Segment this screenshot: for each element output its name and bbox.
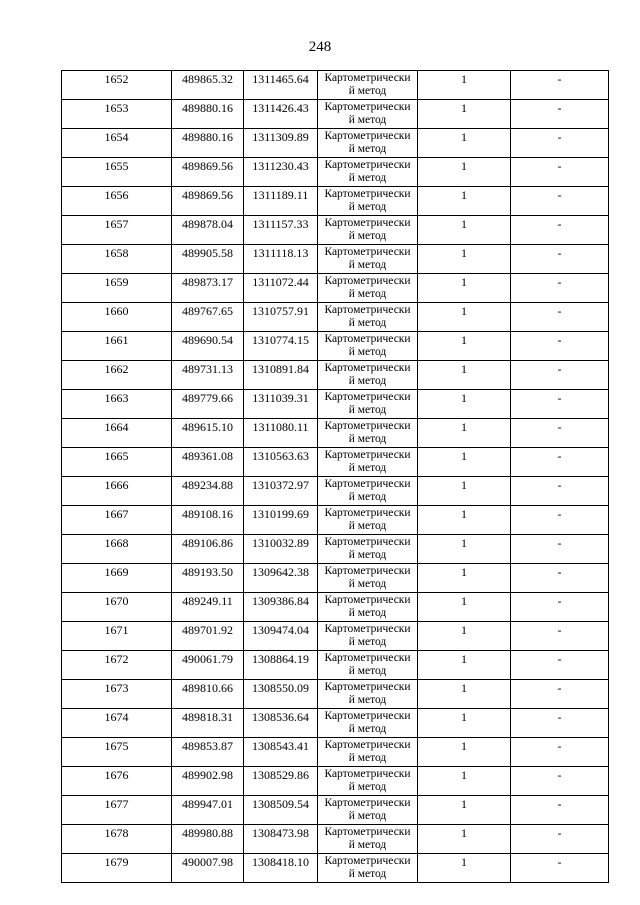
precision-cell: 1 — [418, 651, 511, 680]
y-coordinate-cell: 1311230.43 — [244, 158, 318, 187]
point-number-cell: 1657 — [62, 216, 172, 245]
x-coordinate-cell: 489249.11 — [172, 593, 244, 622]
method-line-1: Картометрически — [324, 739, 411, 751]
method-cell — [318, 680, 418, 709]
table-row — [62, 100, 609, 129]
method-cell — [318, 767, 418, 796]
y-coordinate-cell: 1309474.04 — [244, 622, 318, 651]
description-cell: - — [511, 361, 609, 390]
y-coordinate-cell: 1311039.31 — [244, 390, 318, 419]
method-line-2: й метод — [348, 375, 387, 387]
method-cell — [318, 361, 418, 390]
x-coordinate-cell: 489361.08 — [172, 448, 244, 477]
method-line-1: Картометрически — [324, 333, 411, 345]
description-cell: - — [511, 796, 609, 825]
method-line-1: Картометрически — [324, 72, 411, 84]
x-coordinate-cell: 489108.16 — [172, 506, 244, 535]
point-number-cell: 1668 — [62, 535, 172, 564]
method-line-1: Картометрически — [324, 536, 411, 548]
x-coordinate-cell: 489193.50 — [172, 564, 244, 593]
description-cell: - — [511, 854, 609, 883]
precision-cell: 1 — [418, 216, 511, 245]
method-cell — [318, 129, 418, 158]
table-row — [62, 274, 609, 303]
method-cell — [318, 216, 418, 245]
method-line-1: Картометрически — [324, 594, 411, 606]
method-cell — [318, 100, 418, 129]
method-cell — [318, 854, 418, 883]
method-line-1: Картометрически — [324, 246, 411, 258]
precision-cell: 1 — [418, 767, 511, 796]
method-cell — [318, 564, 418, 593]
table-row — [62, 738, 609, 767]
method-line-1: Картометрически — [324, 130, 411, 142]
method-line-1: Картометрически — [324, 275, 411, 287]
method-line-2: й метод — [348, 868, 387, 880]
precision-cell: 1 — [418, 796, 511, 825]
method-cell — [318, 622, 418, 651]
method-line-1: Картометрически — [324, 652, 411, 664]
method-cell — [318, 593, 418, 622]
precision-cell: 1 — [418, 622, 511, 651]
description-cell: - — [511, 100, 609, 129]
x-coordinate-cell: 489880.16 — [172, 100, 244, 129]
page-number: 248 — [308, 39, 332, 55]
x-coordinate-cell: 489615.10 — [172, 419, 244, 448]
description-cell: - — [511, 274, 609, 303]
precision-cell: 1 — [418, 361, 511, 390]
description-cell: - — [511, 738, 609, 767]
point-number-cell: 1658 — [62, 245, 172, 274]
precision-cell: 1 — [418, 564, 511, 593]
table-row — [62, 303, 609, 332]
method-line-1: Картометрически — [324, 217, 411, 229]
method-line-2: й метод — [348, 578, 387, 590]
precision-cell: 1 — [418, 680, 511, 709]
y-coordinate-cell: 1310372.97 — [244, 477, 318, 506]
point-number-cell: 1678 — [62, 825, 172, 854]
description-cell: - — [511, 419, 609, 448]
description-cell: - — [511, 477, 609, 506]
table-row — [62, 187, 609, 216]
method-line-2: й метод — [348, 781, 387, 793]
method-line-2: й метод — [348, 259, 387, 271]
table-row — [62, 651, 609, 680]
y-coordinate-cell: 1308509.54 — [244, 796, 318, 825]
precision-cell: 1 — [418, 854, 511, 883]
precision-cell: 1 — [418, 100, 511, 129]
x-coordinate-cell: 489902.98 — [172, 767, 244, 796]
method-line-2: й метод — [348, 491, 387, 503]
method-cell — [318, 419, 418, 448]
method-cell — [318, 245, 418, 274]
precision-cell: 1 — [418, 709, 511, 738]
precision-cell: 1 — [418, 506, 511, 535]
precision-cell: 1 — [418, 332, 511, 361]
table-row — [62, 245, 609, 274]
precision-cell: 1 — [418, 738, 511, 767]
table-row — [62, 680, 609, 709]
x-coordinate-cell: 489779.66 — [172, 390, 244, 419]
y-coordinate-cell: 1311189.11 — [244, 187, 318, 216]
point-number-cell: 1662 — [62, 361, 172, 390]
description-cell: - — [511, 303, 609, 332]
point-number-cell: 1679 — [62, 854, 172, 883]
x-coordinate-cell: 489947.01 — [172, 796, 244, 825]
table-row — [62, 419, 609, 448]
point-number-cell: 1660 — [62, 303, 172, 332]
table-row — [62, 796, 609, 825]
description-cell: - — [511, 216, 609, 245]
description-cell: - — [511, 651, 609, 680]
point-number-cell: 1676 — [62, 767, 172, 796]
description-cell: - — [511, 593, 609, 622]
table-row — [62, 216, 609, 245]
x-coordinate-cell: 489873.17 — [172, 274, 244, 303]
method-cell — [318, 448, 418, 477]
method-cell — [318, 825, 418, 854]
method-cell — [318, 158, 418, 187]
method-cell — [318, 477, 418, 506]
precision-cell: 1 — [418, 535, 511, 564]
method-cell — [318, 332, 418, 361]
x-coordinate-cell: 489869.56 — [172, 187, 244, 216]
method-cell — [318, 738, 418, 767]
point-number-cell: 1661 — [62, 332, 172, 361]
y-coordinate-cell: 1308418.10 — [244, 854, 318, 883]
method-line-2: й метод — [348, 317, 387, 329]
method-line-2: й метод — [348, 462, 387, 474]
point-number-cell: 1670 — [62, 593, 172, 622]
method-cell — [318, 709, 418, 738]
method-line-2: й метод — [348, 636, 387, 648]
precision-cell: 1 — [418, 71, 511, 100]
table-row — [62, 448, 609, 477]
y-coordinate-cell: 1309386.84 — [244, 593, 318, 622]
x-coordinate-cell: 489234.88 — [172, 477, 244, 506]
description-cell: - — [511, 506, 609, 535]
y-coordinate-cell: 1311309.89 — [244, 129, 318, 158]
method-line-2: й метод — [348, 85, 387, 97]
method-line-2: й метод — [348, 549, 387, 561]
method-line-2: й метод — [348, 520, 387, 532]
y-coordinate-cell: 1308864.19 — [244, 651, 318, 680]
table-row — [62, 622, 609, 651]
description-cell: - — [511, 680, 609, 709]
table-row — [62, 390, 609, 419]
method-line-2: й метод — [348, 694, 387, 706]
table-row — [62, 825, 609, 854]
x-coordinate-cell: 489810.66 — [172, 680, 244, 709]
method-line-1: Картометрически — [324, 797, 411, 809]
point-number-cell: 1654 — [62, 129, 172, 158]
table-row — [62, 535, 609, 564]
y-coordinate-cell: 1308550.09 — [244, 680, 318, 709]
method-line-1: Картометрически — [324, 826, 411, 838]
table-row — [62, 477, 609, 506]
point-number-cell: 1667 — [62, 506, 172, 535]
method-line-2: й метод — [348, 404, 387, 416]
point-number-cell: 1652 — [62, 71, 172, 100]
method-line-2: й метод — [348, 433, 387, 445]
x-coordinate-cell: 489878.04 — [172, 216, 244, 245]
method-line-1: Картометрически — [324, 420, 411, 432]
coordinates-table — [61, 70, 609, 883]
point-number-cell: 1656 — [62, 187, 172, 216]
precision-cell: 1 — [418, 129, 511, 158]
point-number-cell: 1673 — [62, 680, 172, 709]
method-line-1: Картометрически — [324, 478, 411, 490]
method-line-1: Картометрически — [324, 565, 411, 577]
point-number-cell: 1674 — [62, 709, 172, 738]
method-line-2: й метод — [348, 839, 387, 851]
point-number-cell: 1675 — [62, 738, 172, 767]
method-cell — [318, 390, 418, 419]
point-number-cell: 1664 — [62, 419, 172, 448]
description-cell: - — [511, 71, 609, 100]
point-number-cell: 1666 — [62, 477, 172, 506]
y-coordinate-cell: 1308536.64 — [244, 709, 318, 738]
point-number-cell: 1672 — [62, 651, 172, 680]
x-coordinate-cell: 490061.79 — [172, 651, 244, 680]
method-line-2: й метод — [348, 172, 387, 184]
y-coordinate-cell: 1311072.44 — [244, 274, 318, 303]
method-line-2: й метод — [348, 114, 387, 126]
table-row — [62, 709, 609, 738]
point-number-cell: 1655 — [62, 158, 172, 187]
method-line-2: й метод — [348, 752, 387, 764]
method-cell — [318, 71, 418, 100]
table-row — [62, 158, 609, 187]
point-number-cell: 1653 — [62, 100, 172, 129]
y-coordinate-cell: 1311080.11 — [244, 419, 318, 448]
y-coordinate-cell: 1311157.33 — [244, 216, 318, 245]
x-coordinate-cell: 489701.92 — [172, 622, 244, 651]
description-cell: - — [511, 564, 609, 593]
y-coordinate-cell: 1308473.98 — [244, 825, 318, 854]
method-line-1: Картометрически — [324, 101, 411, 113]
x-coordinate-cell: 490007.98 — [172, 854, 244, 883]
description-cell: - — [511, 825, 609, 854]
x-coordinate-cell: 489865.32 — [172, 71, 244, 100]
point-number-cell: 1677 — [62, 796, 172, 825]
y-coordinate-cell: 1310891.84 — [244, 361, 318, 390]
table-row — [62, 332, 609, 361]
method-cell — [318, 303, 418, 332]
y-coordinate-cell: 1310199.69 — [244, 506, 318, 535]
method-line-2: й метод — [348, 288, 387, 300]
table-row — [62, 129, 609, 158]
description-cell: - — [511, 187, 609, 216]
description-cell: - — [511, 622, 609, 651]
table-row — [62, 564, 609, 593]
method-line-1: Картометрически — [324, 681, 411, 693]
table-row — [62, 361, 609, 390]
description-cell: - — [511, 158, 609, 187]
description-cell: - — [511, 245, 609, 274]
precision-cell: 1 — [418, 419, 511, 448]
y-coordinate-cell: 1310757.91 — [244, 303, 318, 332]
method-cell — [318, 506, 418, 535]
method-line-2: й метод — [348, 346, 387, 358]
method-line-2: й метод — [348, 665, 387, 677]
point-number-cell: 1671 — [62, 622, 172, 651]
method-cell — [318, 187, 418, 216]
x-coordinate-cell: 489869.56 — [172, 158, 244, 187]
description-cell: - — [511, 767, 609, 796]
description-cell: - — [511, 709, 609, 738]
precision-cell: 1 — [418, 187, 511, 216]
method-cell — [318, 535, 418, 564]
precision-cell: 1 — [418, 158, 511, 187]
method-line-1: Картометрически — [324, 304, 411, 316]
x-coordinate-cell: 489818.31 — [172, 709, 244, 738]
method-line-2: й метод — [348, 607, 387, 619]
y-coordinate-cell: 1308543.41 — [244, 738, 318, 767]
y-coordinate-cell: 1310774.15 — [244, 332, 318, 361]
point-number-cell: 1665 — [62, 448, 172, 477]
table-row — [62, 854, 609, 883]
description-cell: - — [511, 129, 609, 158]
method-line-1: Картометрически — [324, 507, 411, 519]
method-line-1: Картометрически — [324, 855, 411, 867]
x-coordinate-cell: 489731.13 — [172, 361, 244, 390]
description-cell: - — [511, 332, 609, 361]
y-coordinate-cell: 1310563.63 — [244, 448, 318, 477]
precision-cell: 1 — [418, 303, 511, 332]
point-number-cell: 1659 — [62, 274, 172, 303]
precision-cell: 1 — [418, 274, 511, 303]
method-line-1: Картометрически — [324, 710, 411, 722]
precision-cell: 1 — [418, 245, 511, 274]
x-coordinate-cell: 489980.88 — [172, 825, 244, 854]
description-cell: - — [511, 390, 609, 419]
precision-cell: 1 — [418, 593, 511, 622]
point-number-cell: 1669 — [62, 564, 172, 593]
table-row — [62, 593, 609, 622]
precision-cell: 1 — [418, 448, 511, 477]
x-coordinate-cell: 489767.65 — [172, 303, 244, 332]
precision-cell: 1 — [418, 390, 511, 419]
y-coordinate-cell: 1311465.64 — [244, 71, 318, 100]
method-line-1: Картометрически — [324, 391, 411, 403]
description-cell: - — [511, 535, 609, 564]
method-line-2: й метод — [348, 810, 387, 822]
y-coordinate-cell: 1308529.86 — [244, 767, 318, 796]
y-coordinate-cell: 1311426.43 — [244, 100, 318, 129]
method-line-2: й метод — [348, 143, 387, 155]
description-cell: - — [511, 448, 609, 477]
method-cell — [318, 274, 418, 303]
table-row — [62, 71, 609, 100]
method-line-1: Картометрически — [324, 623, 411, 635]
method-line-1: Картометрически — [324, 768, 411, 780]
y-coordinate-cell: 1310032.89 — [244, 535, 318, 564]
method-line-2: й метод — [348, 201, 387, 213]
y-coordinate-cell: 1309642.38 — [244, 564, 318, 593]
x-coordinate-cell: 489905.58 — [172, 245, 244, 274]
table-row — [62, 506, 609, 535]
method-line-1: Картометрически — [324, 188, 411, 200]
y-coordinate-cell: 1311118.13 — [244, 245, 318, 274]
method-cell — [318, 796, 418, 825]
table-row — [62, 767, 609, 796]
method-line-2: й метод — [348, 723, 387, 735]
method-cell — [318, 651, 418, 680]
method-line-2: й метод — [348, 230, 387, 242]
precision-cell: 1 — [418, 477, 511, 506]
x-coordinate-cell: 489690.54 — [172, 332, 244, 361]
method-line-1: Картометрически — [324, 362, 411, 374]
method-line-1: Картометрически — [324, 159, 411, 171]
x-coordinate-cell: 489880.16 — [172, 129, 244, 158]
x-coordinate-cell: 489853.87 — [172, 738, 244, 767]
method-line-1: Картометрически — [324, 449, 411, 461]
point-number-cell: 1663 — [62, 390, 172, 419]
x-coordinate-cell: 489106.86 — [172, 535, 244, 564]
precision-cell: 1 — [418, 825, 511, 854]
